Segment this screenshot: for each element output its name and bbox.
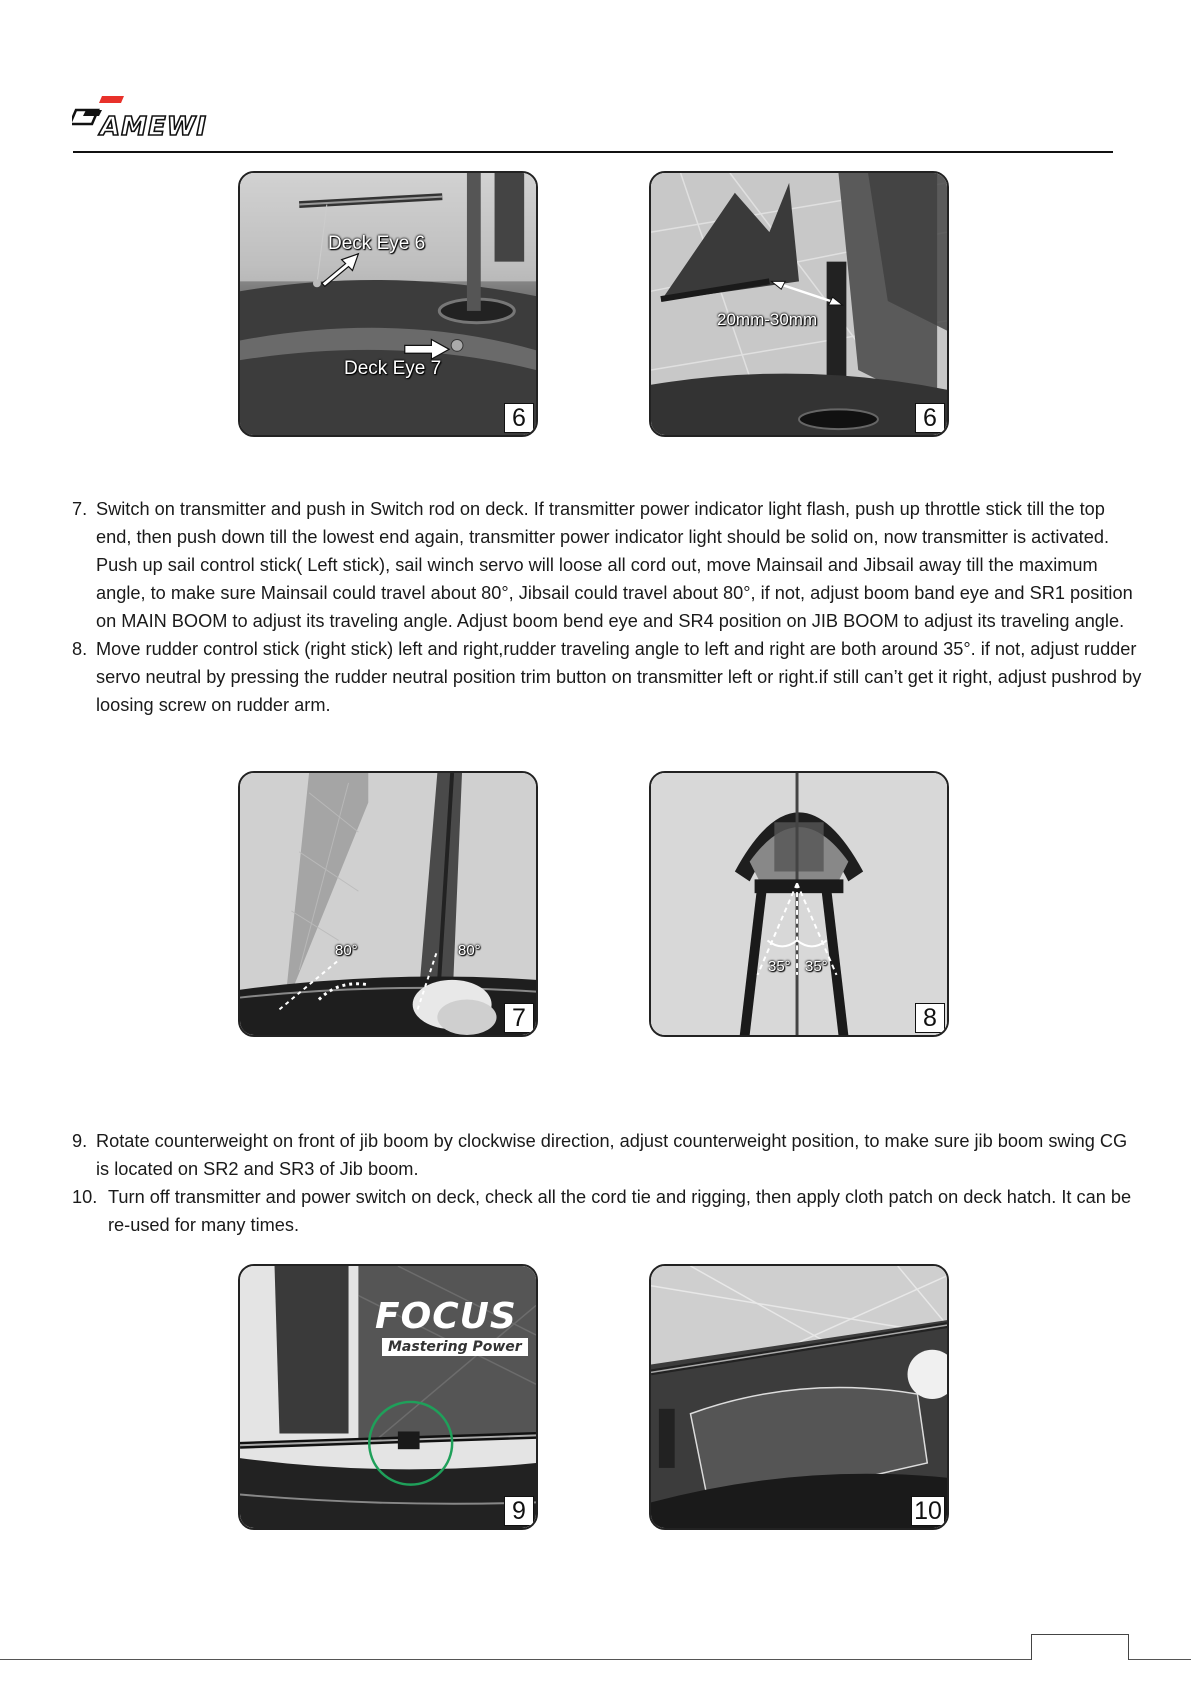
footer-divider-left <box>0 1659 1031 1660</box>
instruction-item-10: 10. Turn off transmitter and power switch on deck, check all the cord tie and rigging, then apply cloth patch on deck hatch. It can be re-used for many times. <box>72 1187 1132 1235</box>
header-divider <box>73 151 1113 153</box>
label-rudder-left-angle: 35° <box>768 958 791 975</box>
label-mainsail-angle: 80° <box>335 942 358 959</box>
photo-deck-hatch <box>649 1264 949 1530</box>
photo-number: 10 <box>911 1496 945 1526</box>
photo-number: 7 <box>504 1003 534 1033</box>
label-jibsail-angle: 80° <box>458 942 481 959</box>
photo-rudder-angle <box>649 771 949 1037</box>
photo-number: 6 <box>915 403 945 433</box>
photo-number: 8 <box>915 1003 945 1033</box>
instruction-item-8: 8. Move rudder control stick (right stick) left and right,rudder traveling angle to left and right are both around 35°. if not, adjust rudder servo neutral by pressing the rudder neutral position trim button on transmitter left or right.if still can’t get it right, adjust pushrod by loosing screw on rudder arm. <box>72 639 1142 715</box>
photo-number: 6 <box>504 403 534 433</box>
instruction-item-7: 7. Switch on transmitter and push in Switch rod on deck. If transmitter power indicator light flash, push up throttle stick till the top end, then push down till the lowest end again, transmitter power indicator light should be solid on, now transmitter is activated. Push up sail control stick( Left stick), sail winch servo will loose all cord out, move Mainsail and Jibsail away till the maximum angle, to make sure Mainsail could travel about 80°, Jibsail could travel about 80°, if not, adjust boom band eye and SR1 position on MAIN BOOM to adjust its traveling angle. Adjust boom bend eye and SR4 position on JIB BOOM to adjust its traveling angle. <box>72 499 1133 631</box>
label-rudder-right-angle: 35° <box>805 958 828 975</box>
photo-boom-gap <box>649 171 949 437</box>
photo-number: 9 <box>504 1496 534 1526</box>
label-mastering-power: Mastering Power <box>382 1338 528 1356</box>
instruction-list-2 <box>72 1127 1142 1239</box>
label-focus-logo: FOCUS <box>375 1296 517 1337</box>
footer-divider-right <box>1129 1659 1191 1660</box>
page-number-tab <box>1031 1634 1129 1660</box>
photo-sail-angle <box>238 771 538 1037</box>
photo-counterweight <box>238 1264 538 1530</box>
brand-name: AMEWI <box>100 112 208 142</box>
label-deck-eye-6: Deck Eye 6 <box>328 233 426 254</box>
instruction-list-1 <box>72 495 1142 719</box>
label-gap-range: 20mm-30mm <box>717 310 818 329</box>
instruction-item-9: 9. Rotate counterweight on front of jib boom by clockwise direction, adjust counterweight position, to make sure jib boom swing CG is located on SR2 and SR3 of Jib boom. <box>72 1131 1128 1179</box>
photo-deck-eyes <box>238 171 538 437</box>
brand-logo <box>72 92 252 142</box>
label-deck-eye-7: Deck Eye 7 <box>344 358 442 379</box>
